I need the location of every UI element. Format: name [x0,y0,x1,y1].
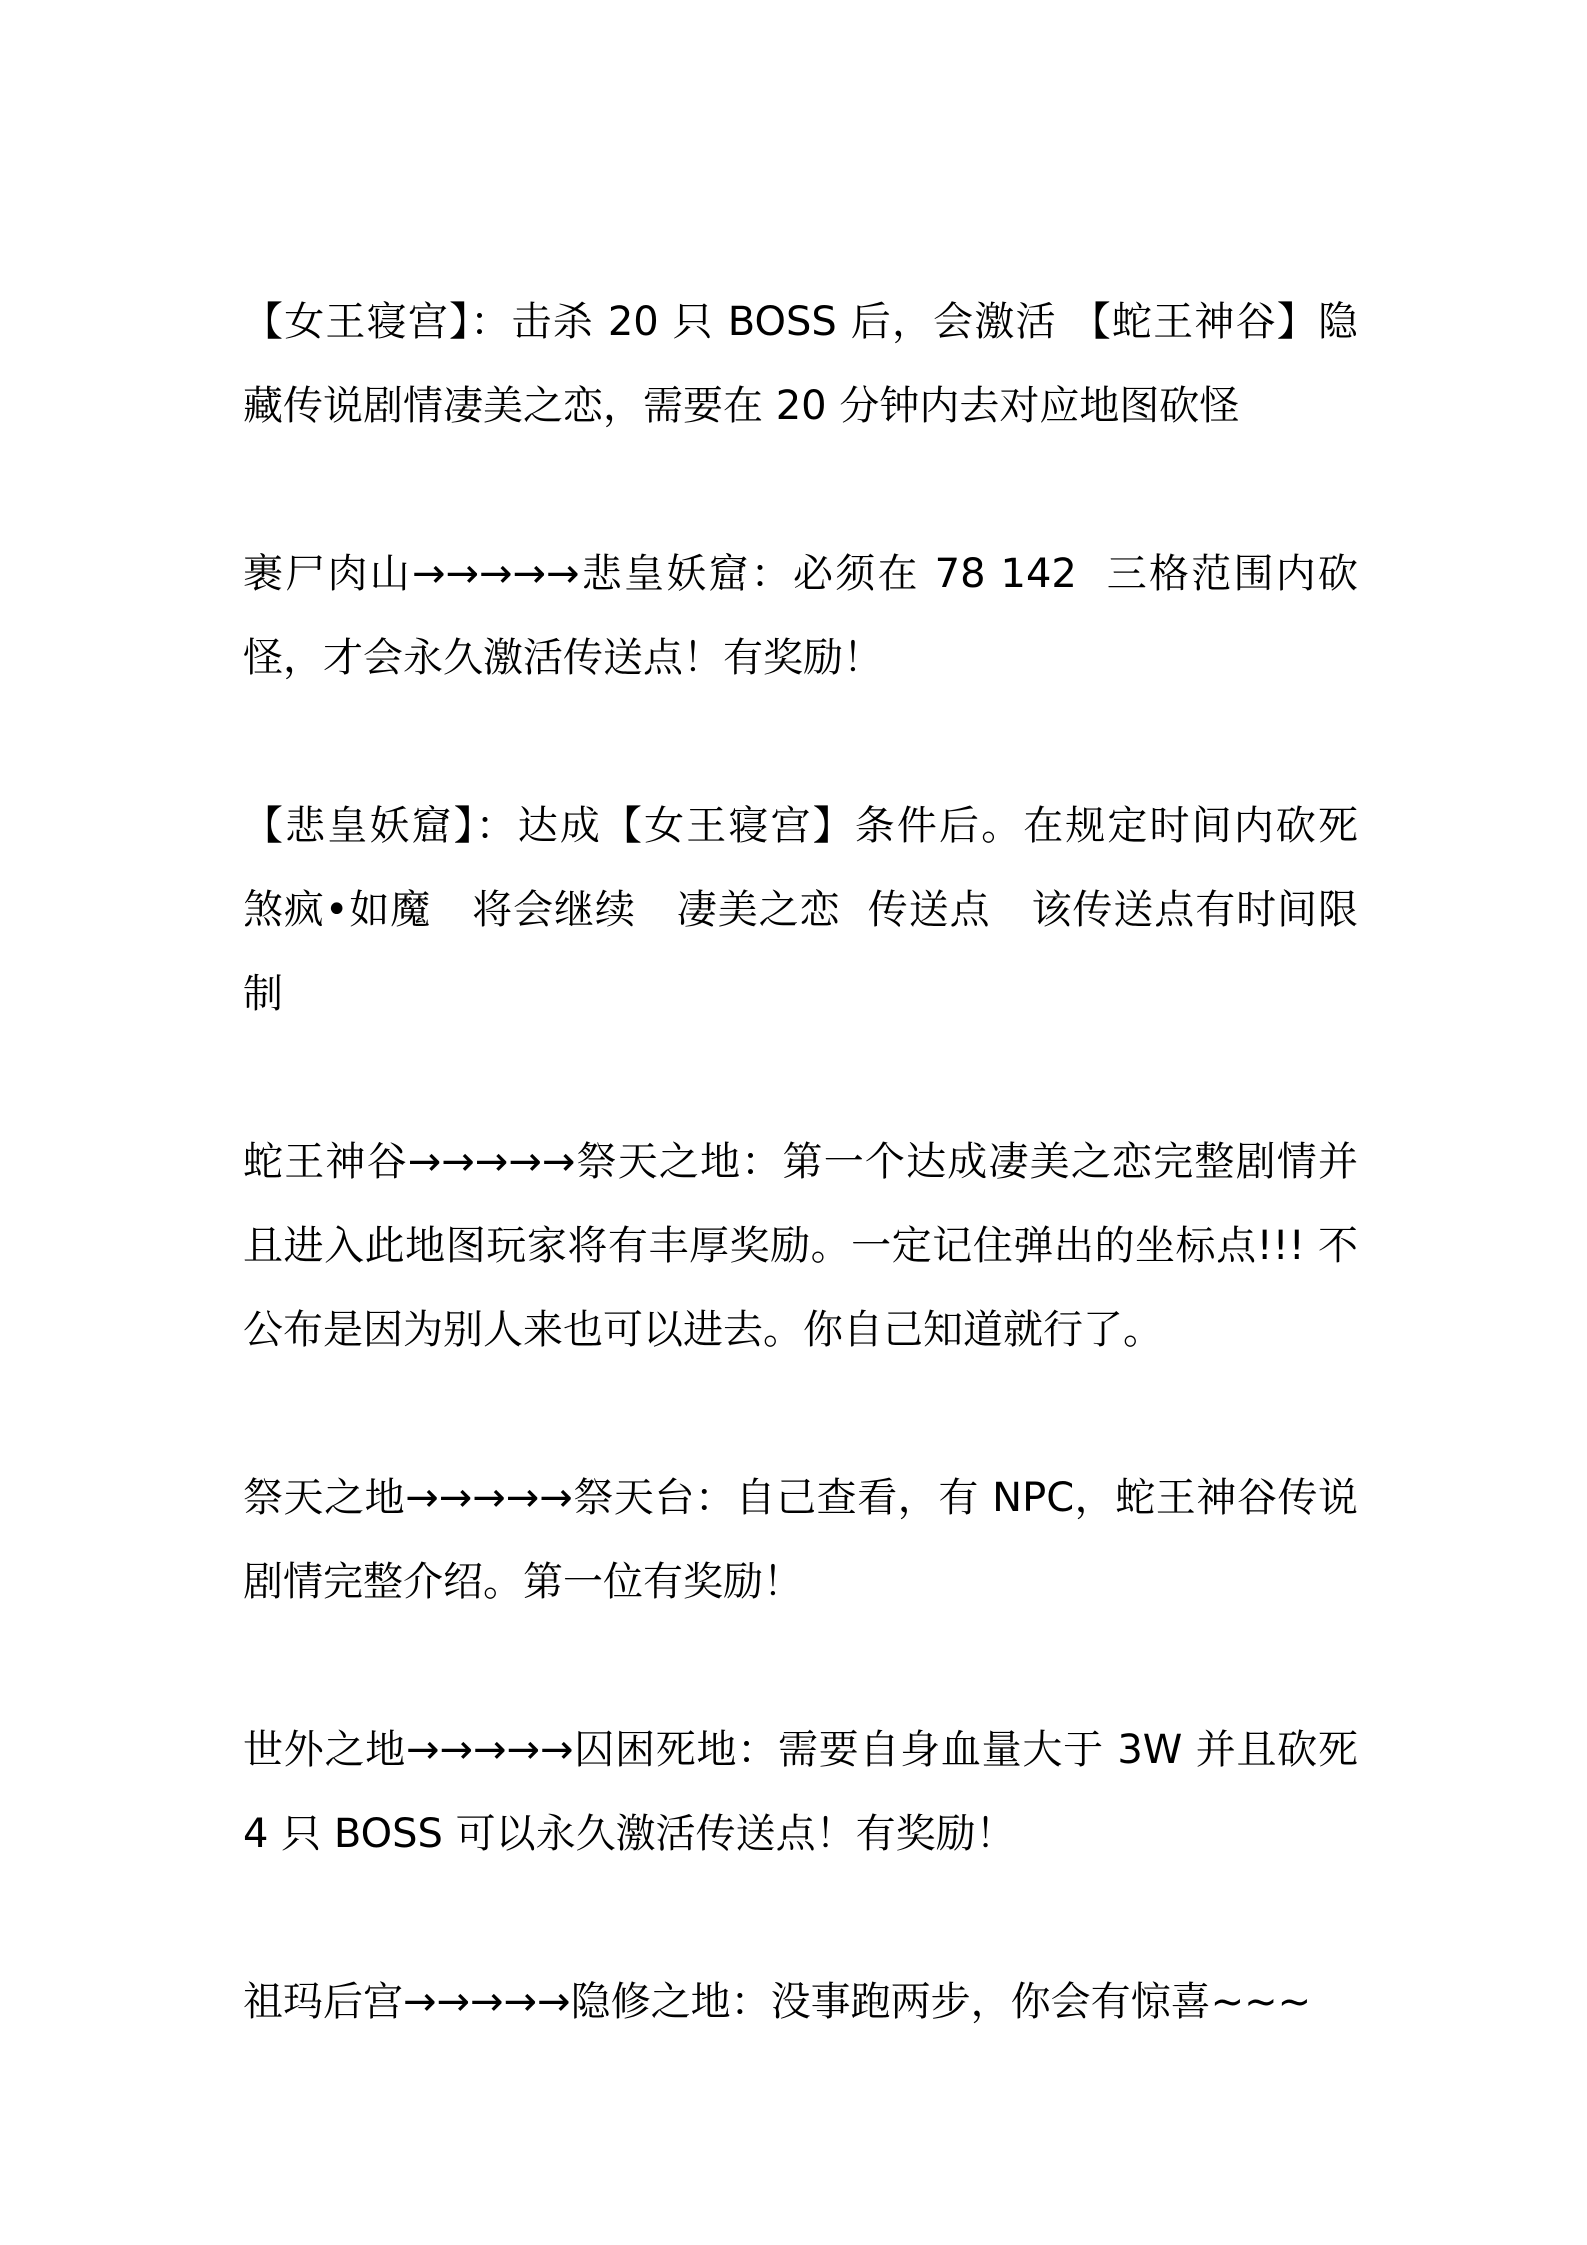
paragraph-sorrow-cave: 【悲皇妖窟】：达成【女王寝宫】条件后。在规定时间内砍死 煞疯•如魔 将会继续 凄美之恋 传送点 该传送点有时间限制 [243,803,1409,1017]
paragraph-corpse-mountain: 裹尸肉山→→→→→悲皇妖窟：必须在 78 142 三格范围内砍怪，才会永久激活传送点！有奖励！ [243,551,1358,681]
document-body [243,280,1409,2044]
paragraph-outer-world: 世外之地→→→→→囚困死地：需要自身血量大于 3W 并且砍死 4 只 BOSS 可以永久激活传送点！有奖励！ [243,1727,1371,1857]
paragraph-queen-palace: 【女王寝宫】：击杀 20 只 BOSS 后，会激活 【蛇王神谷】隐藏传说剧情凄美之恋，需要在 20 分钟内去对应地图砍怪 [243,299,1358,429]
paragraph-snake-valley: 蛇王神谷→→→→→祭天之地：第一个达成凄美之恋完整剧情并且进入此地图玩家将有丰厚奖励。一定记住弹出的坐标点!!! 不公布是因为别人来也可以进去。你自己知道就行了。 [243,1139,1358,1353]
paragraph-sacrifice-land: 祭天之地→→→→→祭天台：自己查看，有 NPC，蛇王神谷传说剧情完整介绍。第一位有奖励！ [243,1475,1358,1605]
paragraph-zuma-palace: 祖玛后宫→→→→→隐修之地：没事跑两步，你会有惊喜~~~ [243,1979,1312,2025]
